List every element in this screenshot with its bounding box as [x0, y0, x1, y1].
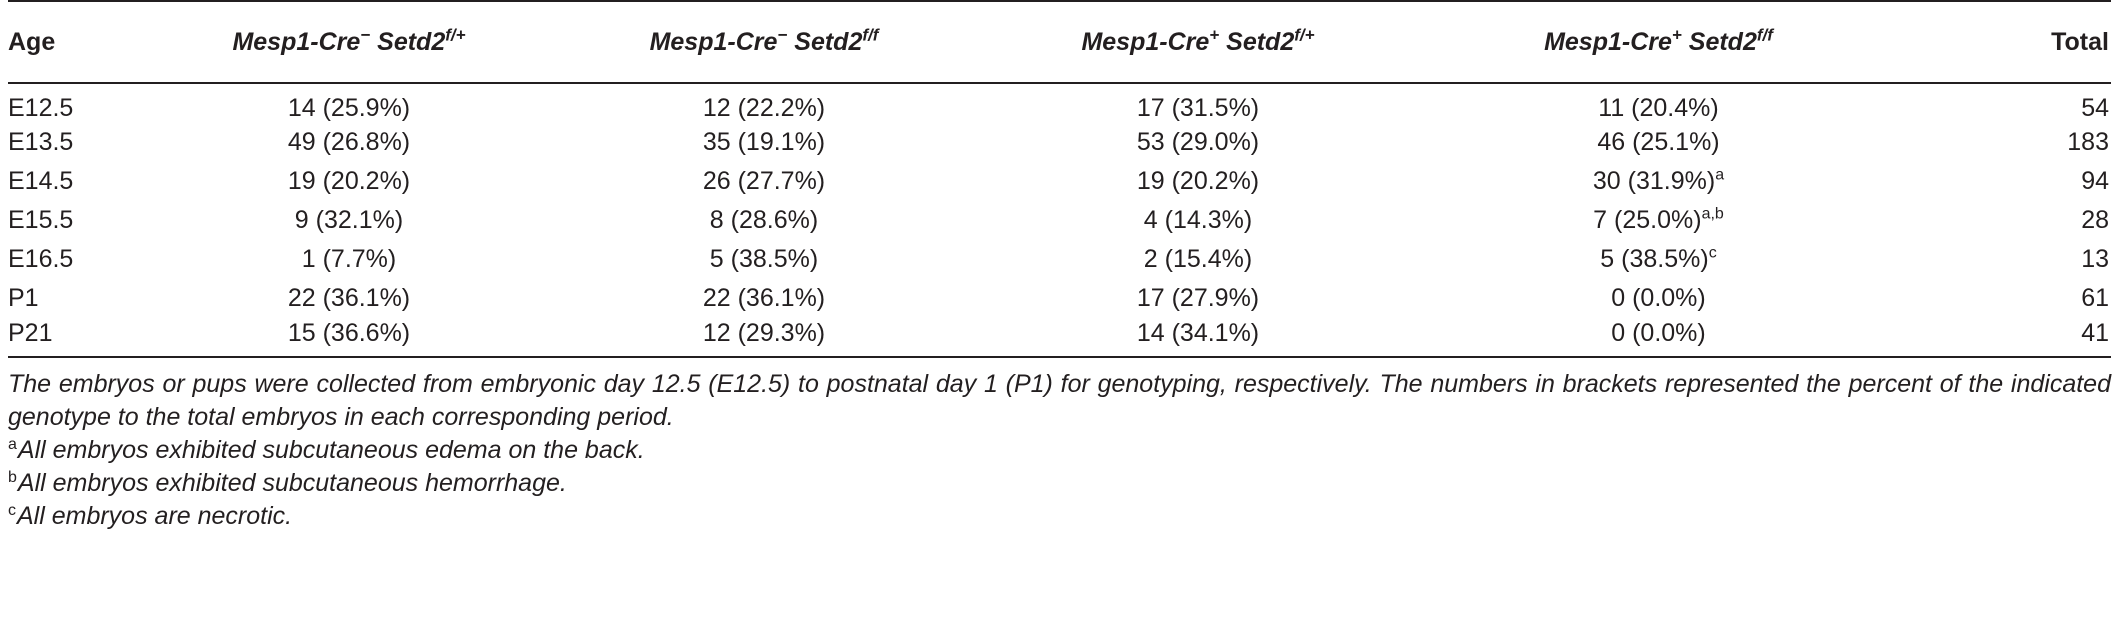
cell-age: E15.5 — [8, 206, 74, 234]
genotype-table-figure — [8, 0, 2111, 533]
footnote-ref: c — [1708, 244, 1717, 262]
header-genotype-4: Mesp1-Cre+ $Setd2^{f/f}$ — [1544, 25, 1773, 56]
cell-genotype-2: 12 (22.2%) — [702, 94, 826, 122]
cell-age: E12.5 — [8, 94, 74, 122]
cell-genotype-4: 11 (20.4%) — [1598, 94, 1719, 122]
cell-genotype-3: 17 (31.5%) — [1136, 94, 1260, 122]
cell-total: 61 — [2081, 284, 2109, 312]
cell-age: E13.5 — [8, 128, 74, 156]
cell-total: 28 — [2081, 206, 2109, 234]
cell-genotype-1: 49 (26.8%) — [287, 128, 411, 156]
table-row — [8, 240, 2111, 279]
cell-genotype-3: 2 (15.4%) — [1143, 245, 1253, 273]
cell-genotype-3: 19 (20.2%) — [1136, 167, 1260, 195]
header-genotype-1: Mesp1-Cre− $Setd2^{f/+}$ — [232, 25, 466, 56]
table-body — [8, 83, 2111, 357]
cell-genotype-4: 30 $(31.9\%)^a$ — [1592, 166, 1725, 195]
cell-genotype-3: 17 (27.9%) — [1136, 284, 1260, 312]
cell-genotype-2: 26 (27.7%) — [702, 167, 826, 195]
header-genotype-2: Mesp1-Cre− $Setd2^{f/f}$ — [649, 25, 879, 56]
table-row — [8, 279, 2111, 318]
cell-genotype-3: 14 (34.1%) — [1136, 318, 1260, 347]
cell-genotype-1: 9 (32.1%) — [294, 206, 404, 234]
cell-genotype-2: 5 (38.5%) — [709, 245, 819, 273]
cell-genotype-4: 7 $(25.0\%)^{a,b}$ — [1593, 205, 1724, 234]
cell-genotype-1: 1 (7.7%) — [301, 245, 397, 273]
cell-genotype-3: 53 (29.0%) — [1136, 128, 1260, 156]
table-row — [8, 123, 2111, 162]
cell-genotype-1: 22 (36.1%) — [287, 284, 411, 312]
cell-age: E14.5 — [8, 167, 74, 195]
footnote-a: $^a$All embryos exhibited subcutaneous edema on the back. — [8, 435, 645, 464]
cell-genotype-2: 22 (36.1%) — [702, 284, 826, 312]
table-row — [8, 201, 2111, 240]
table-header — [8, 1, 2111, 83]
cell-genotype-1: 14 (25.9%) — [287, 94, 411, 122]
cell-total: 183 — [2067, 128, 2109, 156]
cell-total: 94 — [2081, 167, 2109, 195]
cell-genotype-4: 5 $(38.5\%)^c$ — [1600, 244, 1717, 273]
cell-total: 41 — [2081, 318, 2109, 347]
cell-genotype-3: 4 (14.3%) — [1143, 206, 1253, 234]
cell-genotype-4: 46 (25.1%) — [1597, 128, 1720, 156]
cell-genotype-1: 19 (20.2%) — [287, 167, 411, 195]
genotype-table — [8, 0, 2111, 358]
header-genotype-3: Mesp1-Cre+ $Setd2^{f/+}$ — [1081, 25, 1315, 56]
table-row — [8, 162, 2111, 201]
footnote-ref: a,b — [1701, 205, 1724, 223]
cell-genotype-2: 12 (29.3%) — [702, 318, 826, 347]
footnote-ref: a — [1715, 166, 1725, 184]
cell-genotype-2: 35 (19.1%) — [702, 128, 826, 156]
cell-total: 54 — [2081, 94, 2109, 122]
cell-genotype-1: 15 (36.6%) — [287, 318, 411, 347]
header-total: Total — [2051, 27, 2109, 56]
footnote-c: $^c$All embryos are necrotic. — [8, 501, 293, 530]
header-age: Age — [8, 27, 56, 56]
cell-genotype-4: 0 (0.0%) — [1611, 284, 1706, 312]
cell-age: E16.5 — [8, 245, 74, 273]
footnote-b: $^b$All embryos exhibited subcutaneous hemorrhage. — [8, 468, 567, 497]
table-row — [8, 318, 2111, 357]
cell-genotype-2: 8 (28.6%) — [709, 206, 819, 234]
table-row — [8, 83, 2111, 123]
footnote-description: The embryos or pups were collected from embryonic day 12.5 (E12.5) to postnatal day 1 (P1) for genotyping, respectively. The numbers in brackets represented the percent of the indicated genotype to the total embryos in each corresponding period. — [8, 370, 2111, 431]
cell-genotype-4: 0 (0.0%) — [1611, 318, 1706, 347]
cell-total: 13 — [2081, 245, 2109, 273]
cell-age: P1 — [8, 284, 39, 312]
header-row — [8, 1, 2111, 83]
table-footnotes — [8, 368, 2111, 533]
cell-age: P21 — [8, 318, 53, 347]
